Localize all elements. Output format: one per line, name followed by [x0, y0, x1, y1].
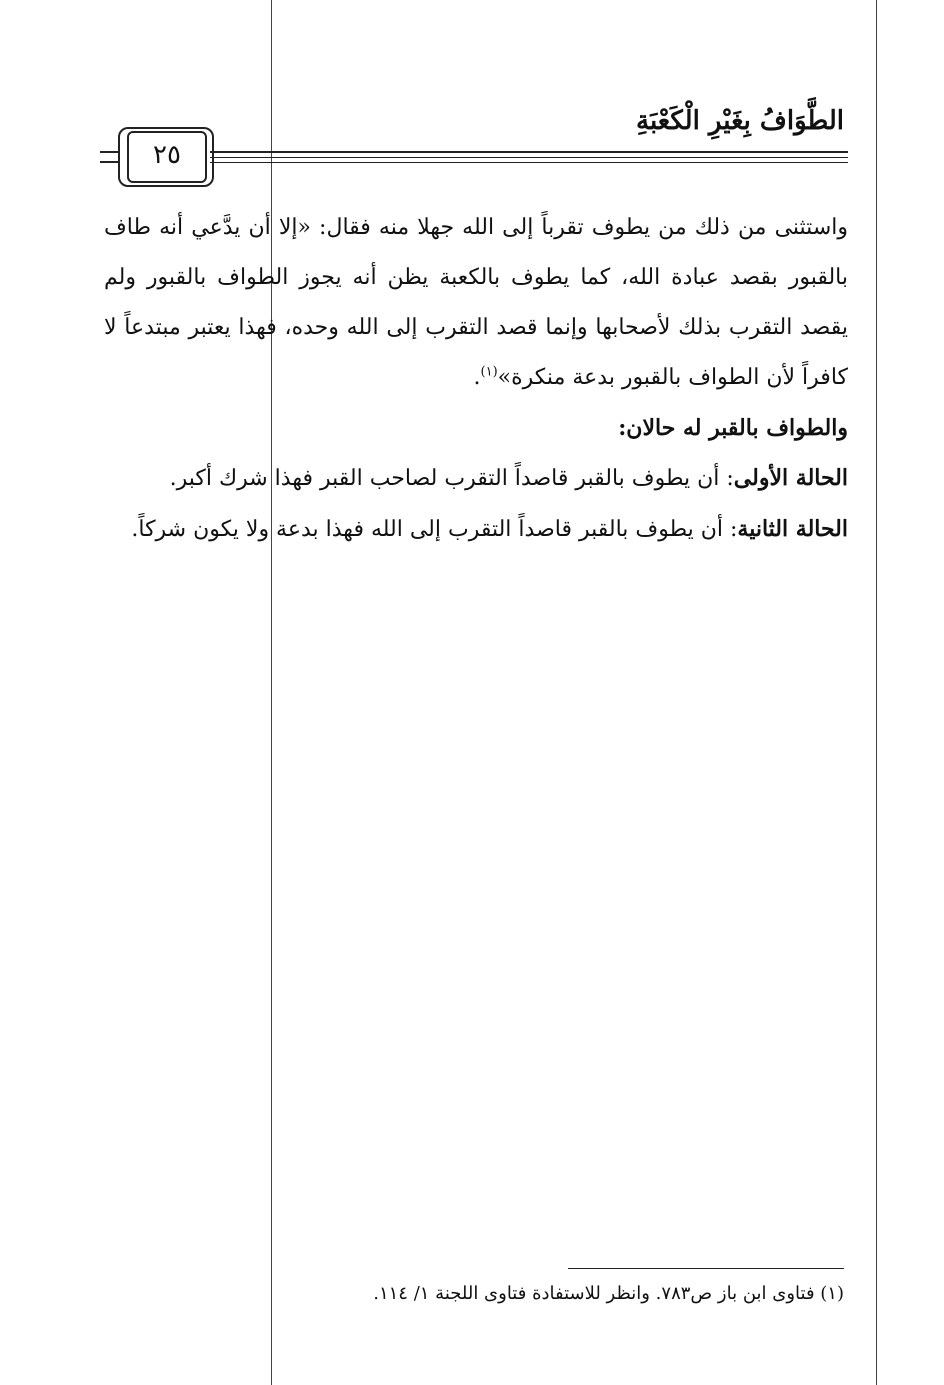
case-1-text: : أن يطوف بالقبر قاصداً التقرب لصاحب القبر فهذا شرك أكبر. — [169, 466, 734, 491]
paragraph-4 — [104, 504, 848, 555]
header-rule — [210, 162, 848, 163]
header-rule-left — [100, 161, 118, 163]
header-rule-left — [100, 151, 118, 153]
footnote-ref[interactable]: (١) — [480, 364, 498, 380]
header-rule — [210, 157, 848, 158]
paragraph-3 — [104, 453, 848, 504]
paragraph-2: والطواف بالقبر له حالان: — [618, 415, 848, 441]
case-2-heading: الحالة الثانية — [737, 516, 848, 542]
paragraph-1-end: . — [473, 365, 481, 390]
header-rule — [210, 151, 848, 153]
page-number: ٢٥ — [153, 140, 181, 170]
case-1-heading: الحالة الأولى — [733, 465, 848, 491]
scan-line-right — [876, 0, 877, 1385]
case-2-text: : أن يطوف بالقبر قاصداً التقرب إلى الله فهذا بدعة ولا يكون شركاً. — [131, 517, 738, 542]
paragraph-1 — [104, 203, 848, 403]
footnote: (١) فتاوى ابن باز ص٧٨٣. وانظر للاستفادة فتاوى اللجنة ١/ ١١٤. — [373, 1283, 844, 1304]
book-title: الطَّوَافُ بِغَيْرِ الْكَعْبَةِ — [636, 106, 844, 136]
footnote-separator — [568, 1268, 844, 1269]
body-text — [104, 203, 848, 555]
paragraph-1-text: واستثنى من ذلك من يطوف تقرباً إلى الله جهلا منه فقال: «إلا أن يدَّعي أنه طاف بالقبور بقصد عبادة الله، كما يطوف بالكعبة يظن أنه يجوز الطواف بالقبور ولم يقصد التقرب بذلك لأصحابها وإنما قصد التقرب إلى الله وحده، فهذا يعتبر مبتدعاً لا كافراً لأن الطواف بالقبور بدعة منكرة» — [104, 215, 848, 390]
